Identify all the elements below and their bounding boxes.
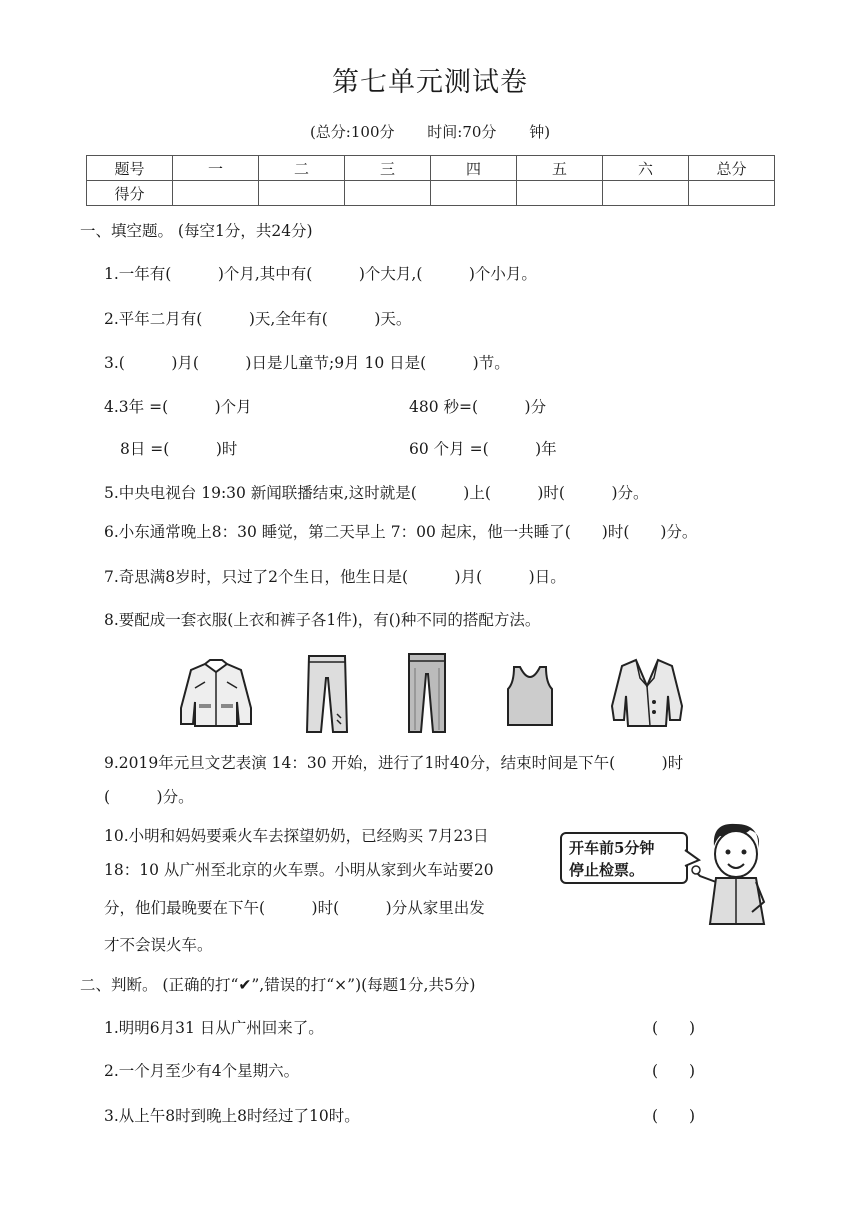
bubble-line-2: 停止检票。	[569, 861, 645, 879]
boy-illustration-icon	[690, 818, 780, 928]
question-4b: 480 秒=( )分	[409, 398, 547, 416]
judge-item-3: 3.从上午8时到晚上8时经过了10时。	[104, 1107, 360, 1125]
score-table-header-row	[87, 156, 775, 181]
judge-item-2: 2.一个月至少有4个星期六。	[104, 1062, 300, 1080]
col-2: 二	[259, 156, 345, 181]
question-9-line1: 9.2019年元旦文艺表演 14：30 开始，进行了1时40分，结束时间是下午( )时	[104, 754, 684, 772]
col-total: 总分	[689, 156, 775, 181]
question-4c: 8日 =( )时	[120, 440, 238, 458]
col-4: 四	[431, 156, 517, 181]
row-header-score: 得分	[87, 181, 173, 206]
jacket-icon	[177, 658, 255, 730]
section-1-heading: 一、填空题。 (每空1分，共24分)	[80, 222, 313, 240]
judge-answer-3[interactable]: ( )	[652, 1107, 696, 1125]
col-6: 六	[603, 156, 689, 181]
score-cell[interactable]	[689, 181, 775, 206]
question-1: 1.一年有( )个月,其中有( )个大月,( )个小月。	[104, 265, 537, 283]
question-10-line3: 分，他们最晚要在下午( )时( )分从家里出发	[104, 899, 485, 917]
exam-meta	[0, 121, 860, 142]
question-5: 5.中央电视台 19:30 新闻联播结束,这时就是( )上( )时( )分。	[104, 484, 649, 502]
score-cell[interactable]	[173, 181, 259, 206]
judge-answer-1[interactable]: ( )	[652, 1019, 696, 1037]
question-4d: 60 个月 =( )年	[409, 440, 557, 458]
page-title: 第七单元测试卷	[332, 67, 528, 98]
question-7: 7.奇思满8岁时，只过了2个生日，他生日是( )月( )日。	[104, 568, 566, 586]
row-header-question: 题号	[87, 156, 173, 181]
question-10-line2: 18：10 从广州至北京的火车票。小明从家到火车站要20	[104, 861, 494, 879]
col-3: 三	[345, 156, 431, 181]
question-3: 3.( )月( )日是儿童节;9月 10 日是( )节。	[104, 354, 510, 372]
score-table-score-row	[87, 181, 775, 206]
score-cell[interactable]	[345, 181, 431, 206]
time-limit: 时间:70分 钟)	[427, 123, 551, 141]
score-cell[interactable]	[259, 181, 345, 206]
question-10-line4: 才不会误火车。	[104, 936, 213, 954]
pants-icon	[303, 654, 351, 734]
judge-item-1: 1.明明6月31 日从广州回来了。	[104, 1019, 324, 1037]
score-table	[86, 155, 775, 206]
judge-answer-2[interactable]: ( )	[652, 1062, 696, 1080]
section-2-heading: 二、判断。 (正确的打“✔”,错误的打“×”)(每题1分,共5分)	[80, 976, 476, 994]
total-score: (总分:100分	[309, 123, 395, 141]
pants-icon	[405, 652, 449, 734]
col-5: 五	[517, 156, 603, 181]
question-4a: 4.3年 =( )个月	[104, 398, 252, 416]
score-cell[interactable]	[517, 181, 603, 206]
speech-bubble	[560, 832, 688, 884]
question-10-line1: 10.小明和妈妈要乘火车去探望奶奶，已经购买 7月23日	[104, 827, 489, 845]
question-2: 2.平年二月有( )天,全年有( )天。	[104, 310, 412, 328]
question-6: 6.小东通常晚上8：30 睡觉，第二天早上 7：00 起床，他一共睡了( )时( )分。	[104, 523, 698, 541]
tank-top-icon	[506, 665, 554, 727]
bubble-line-1: 开车前5分钟	[569, 839, 655, 857]
col-1: 一	[173, 156, 259, 181]
score-cell[interactable]	[603, 181, 689, 206]
blazer-icon	[610, 656, 684, 728]
question-8: 8.要配成一套衣服(上衣和裤子各1件)，有()种不同的搭配方法。	[104, 611, 541, 629]
score-cell[interactable]	[431, 181, 517, 206]
question-9-line2: ( )分。	[104, 788, 194, 806]
